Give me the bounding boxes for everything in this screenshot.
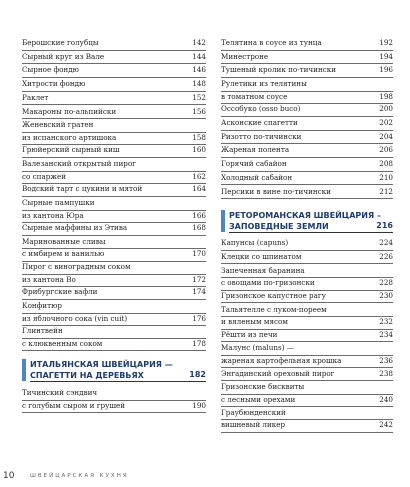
section-page: 216: [376, 221, 393, 231]
toc-entry-page: 242: [379, 420, 393, 429]
toc-entry-page: 194: [379, 51, 393, 61]
toc-entry-title: Асконские спагетти: [221, 118, 298, 127]
toc-entry: [22, 198, 206, 223]
section-title-line2: СПАГЕТТИ НА ДЕРЕВЬЯХ: [30, 371, 144, 381]
toc-entry: [22, 93, 206, 106]
toc-entry-title: Раклет: [22, 92, 49, 102]
toc-entry: [221, 104, 393, 117]
toc-entry: [221, 238, 393, 251]
toc-entry: [22, 52, 206, 65]
toc-entry-title: Энгадинский ореховый пирог: [221, 368, 335, 378]
section-title-line2: ЗАПОВЕДНЫЕ ЗЕМЛИ: [229, 222, 329, 232]
section-title-line1: ИТАЛЬЯНСКАЯ ШВЕЙЦАРИЯ —: [30, 360, 173, 370]
page-footer: [0, 471, 410, 483]
toc-entry-title: жареная картофельная крошка: [221, 355, 342, 365]
toc-entry-page: 212: [379, 186, 393, 196]
toc-entry-title: Оссобуко (osso buco): [221, 104, 301, 114]
toc-entry-title: Капунсы (capuns): [221, 238, 289, 248]
toc-entry: [22, 287, 206, 300]
toc-entry-title: Телятина в соусе из тунца: [221, 38, 322, 47]
toc-entry-page: 168: [192, 223, 206, 233]
toc-entry-title: Хитрости фондю: [22, 79, 86, 89]
toc-entry: [22, 145, 206, 158]
toc-entry-title: Клецки со шпинатом: [221, 251, 302, 261]
toc-entry: [221, 52, 393, 65]
toc-entry-page: 144: [192, 51, 206, 61]
toc-entry-title: Водский тарт с цукини и мятой: [22, 184, 143, 194]
toc-entry: [22, 120, 206, 145]
toc-entry-page: 162: [192, 171, 206, 181]
toc-entry-title: Гризонские бисквиты: [221, 382, 305, 392]
toc-entry-title: Тичинский сэндвич: [22, 388, 98, 398]
toc-entry-page: 166: [192, 210, 206, 220]
toc-entry-title: Жареная полента: [221, 145, 290, 155]
toc-entry: [221, 65, 393, 78]
toc-entry-page: 236: [379, 355, 393, 365]
toc-entry: [221, 118, 393, 131]
toc-entry-page: 156: [192, 106, 206, 116]
toc-entry-title: с лесными орехами: [221, 394, 296, 404]
toc-entry-title: Персики в вине по-тичински: [221, 186, 331, 196]
toc-entry-page: 148: [192, 79, 206, 89]
toc-entry-title: из яблочного сока (vin cuit): [22, 313, 128, 323]
toc-entry-page: 210: [379, 172, 393, 182]
toc-entry-title: из кантона Во: [22, 274, 76, 284]
toc-entry-title: вишневый ликер: [221, 420, 286, 429]
toc-entry-page: 142: [192, 38, 206, 47]
toc-entry: [22, 79, 206, 92]
toc-entry: [22, 184, 206, 197]
toc-entry-page: 192: [379, 38, 393, 47]
toc-entry: [22, 159, 206, 184]
toc-entry-title: Рулетики из телятины: [221, 79, 307, 89]
toc-entry: [221, 330, 393, 343]
toc-entry-page: 172: [192, 274, 206, 284]
toc-entry-title: Женевский гратен: [22, 120, 94, 130]
toc-entry: [22, 38, 206, 51]
running-title: ШВЕЙЦАРСКАЯ КУХНЯ: [30, 473, 129, 479]
toc-entry-title: Граубюнденский: [221, 407, 286, 417]
toc-entry: [221, 173, 393, 186]
toc-entry-page: 190: [192, 400, 206, 410]
toc-entry-page: 234: [379, 329, 393, 339]
toc-entry-title: в томатном соусе: [221, 91, 288, 101]
toc-entry-title: Горячий сабайон: [221, 159, 287, 169]
toc-entry-page: 228: [379, 278, 393, 288]
toc-entry-title: и вяленым мясом: [221, 317, 288, 326]
toc-entry-title: Тушеный кролик по-тичински: [221, 65, 337, 75]
toc-entry: [221, 145, 393, 158]
toc-entry-title: Пирог с виноградным соком: [22, 262, 131, 272]
toc-entry-title: из испанского артишока: [22, 132, 117, 142]
toc-entry: [22, 65, 206, 78]
toc-entry-page: 226: [379, 251, 393, 261]
toc-entry-title: Минестроне: [221, 51, 269, 61]
toc-entry-title: Конфитюр: [22, 301, 62, 310]
toc-entry: [221, 343, 393, 368]
toc-entry: [22, 326, 206, 351]
toc-entry-title: Фрибургские вафли: [22, 287, 98, 297]
toc-entry: [22, 237, 206, 262]
toc-entry-title: Холодный сабайон: [221, 172, 293, 182]
toc-entry-title: из кантона Юра: [22, 210, 84, 220]
toc-entry-title: Рёшти из печи: [221, 329, 278, 339]
toc-entry-page: 196: [379, 65, 393, 75]
toc-entry: [22, 388, 206, 413]
toc-entry: [22, 223, 206, 236]
toc-entry-page: 240: [379, 394, 393, 404]
toc-entry-page: 230: [379, 290, 393, 300]
section-accent-bar: [22, 359, 26, 381]
toc-entry-title: Сырные маффины из Этива: [22, 223, 128, 233]
toc-entry: [221, 132, 393, 145]
section-accent-bar: [221, 210, 225, 232]
toc-entry-page: 200: [379, 104, 393, 114]
toc-entry: [221, 382, 393, 407]
toc-entry-page: 202: [379, 118, 393, 127]
toc-entry-page: 164: [192, 184, 206, 194]
toc-entry-title: Сырное фондю: [22, 65, 79, 75]
toc-entry-page: 158: [192, 132, 206, 142]
toc-entry: [22, 107, 206, 120]
toc-entry-page: 238: [379, 368, 393, 378]
toc-entry-page: 178: [192, 338, 206, 348]
toc-entry: [221, 79, 393, 104]
toc-entry: [221, 291, 393, 304]
toc-entry-title: с голубым сыром и грушей: [22, 400, 126, 410]
toc-entry-title: Макароны по-альпийски: [22, 106, 117, 116]
toc-entry: [221, 38, 393, 51]
toc-entry: [22, 262, 206, 287]
toc-entry: [221, 187, 393, 200]
toc-entry-title: Глинтвейн: [22, 326, 63, 336]
toc-entry-page: 224: [379, 238, 393, 248]
toc-entry-title: с клюквенным соком: [22, 338, 103, 348]
toc-entry-title: со спаржей: [22, 171, 66, 181]
toc-entry-title: с имбирем и ванилью: [22, 249, 105, 259]
toc-entry-title: Маринованные сливы: [22, 236, 106, 246]
toc-entry: [221, 408, 393, 433]
toc-entry-page: 160: [192, 145, 206, 155]
toc-entry-title: Тальятелле с луком-пореем: [221, 304, 327, 314]
toc-entry-title: Берошские голубцы: [22, 38, 99, 47]
toc-entry-title: Сырный круг из Вале: [22, 51, 105, 61]
toc-entry-title: Запеченная баранина: [221, 265, 305, 275]
toc-entry-page: 204: [379, 131, 393, 141]
toc-entry: [221, 266, 393, 291]
toc-entry-page: 174: [192, 287, 206, 297]
toc-entry-page: 232: [379, 317, 393, 326]
toc-entry-page: 176: [192, 313, 206, 323]
toc-entry-page: 152: [192, 92, 206, 102]
toc-entry-page: 170: [192, 249, 206, 259]
toc-entry: [221, 305, 393, 330]
toc-entry-title: Ризотто по-тичински: [221, 131, 302, 141]
toc-entry-title: Малунс (maluns) —: [221, 343, 294, 353]
toc-entry-title: Грюйерский сырный киш: [22, 145, 120, 155]
toc-entry-page: 208: [379, 159, 393, 169]
toc-entry-page: 198: [379, 91, 393, 101]
toc-entry-title: Гризонское капустное рагу: [221, 290, 326, 300]
section-page: 182: [189, 370, 206, 380]
toc-entry-page: 206: [379, 145, 393, 155]
toc-entry-title: Сырные пампушки: [22, 198, 95, 207]
page-number: 10: [3, 471, 15, 481]
toc-entry: [221, 159, 393, 172]
toc-entry: [221, 252, 393, 265]
toc-entry-title: с овощами по-гризонски: [221, 278, 315, 288]
section-title-line1: РЕТОРОМАНСКАЯ ШВЕЙЦАРИЯ –: [229, 211, 381, 221]
toc-entry-title: Валезанский открытый пирог: [22, 159, 136, 169]
toc-entry: [22, 301, 206, 326]
toc-entry: [221, 369, 393, 382]
toc-entry-page: 146: [192, 65, 206, 75]
